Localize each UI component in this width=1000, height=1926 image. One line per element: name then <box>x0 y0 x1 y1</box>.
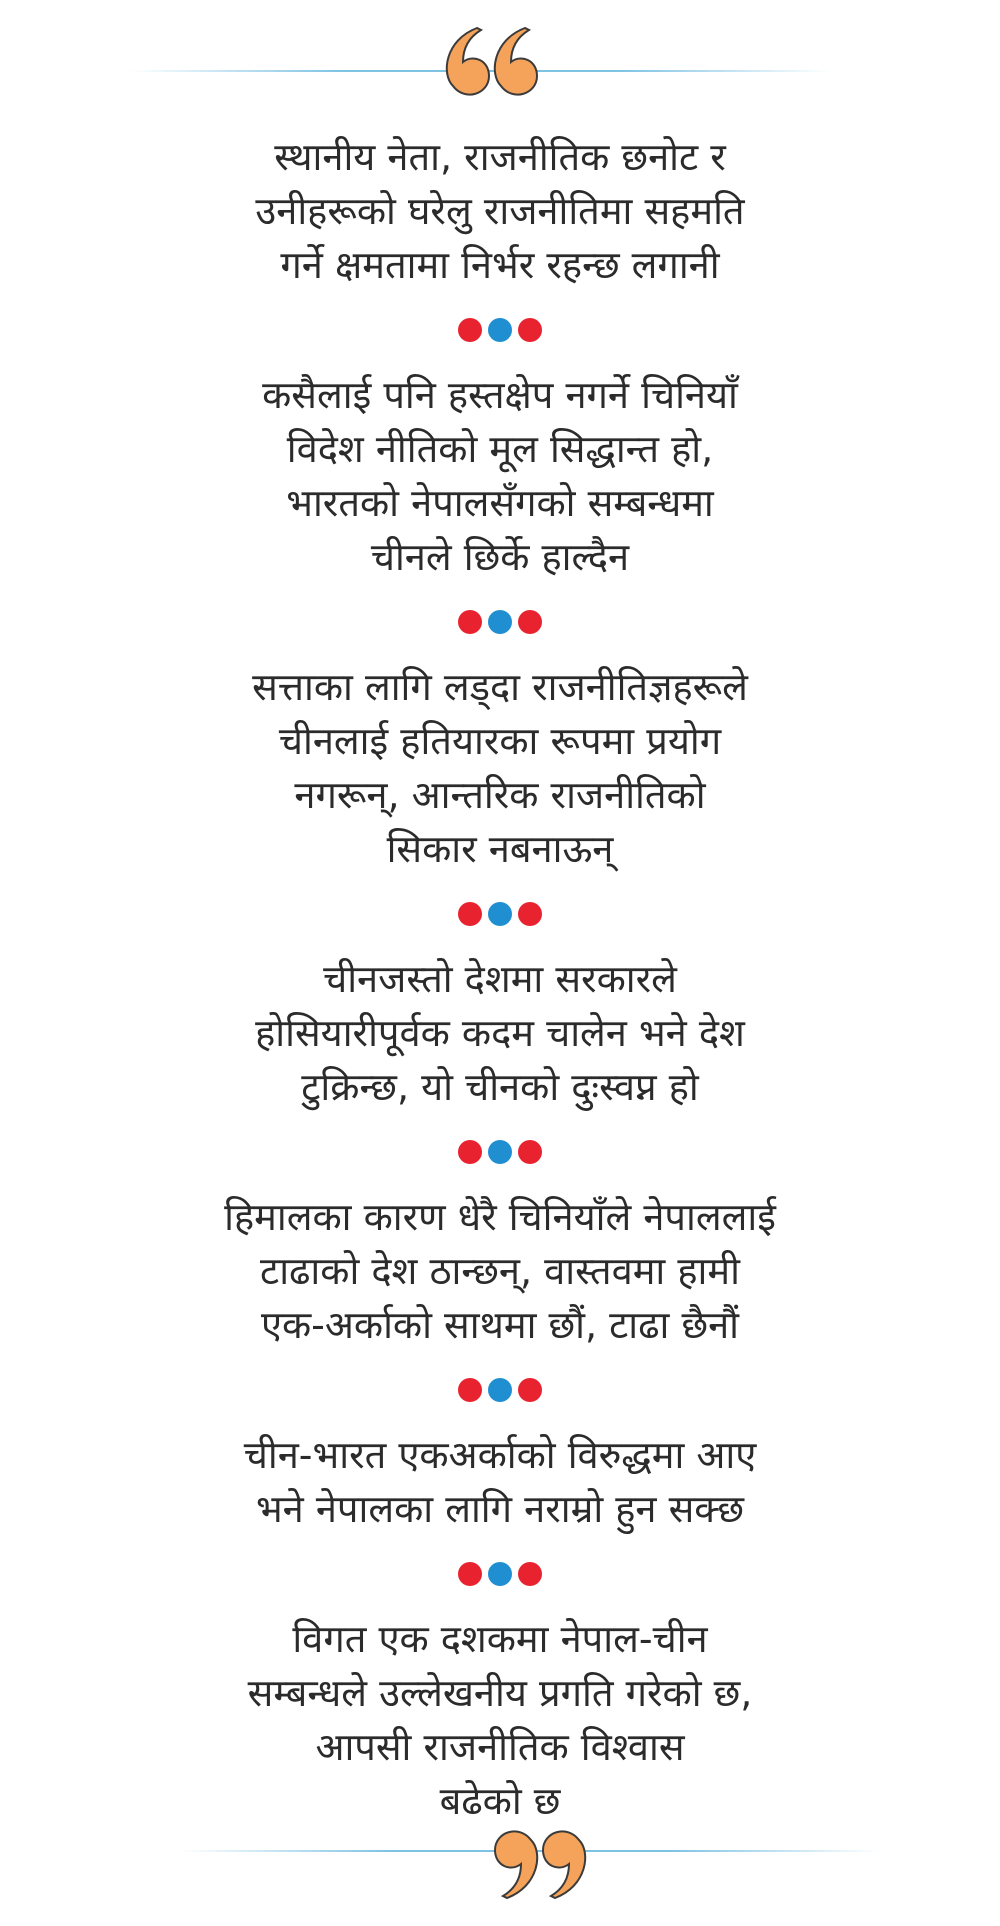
closing-quote-left-comma <box>495 1831 537 1898</box>
three-dots-separator-icon <box>0 1536 1000 1612</box>
closing-quote-right-comma <box>543 1831 585 1898</box>
quote-line: भने नेपालका लागि नराम्रो हुन सक्छ <box>255 1487 745 1531</box>
quote-line: विगत एक दशकमा नेपाल-चीन <box>292 1617 708 1661</box>
blue-dot-icon <box>488 902 512 926</box>
quote-line: विदेश नीतिको मूल सिद्धान्त हो, <box>286 427 714 471</box>
quote-line: हिमालका कारण धेरै चिनियाँले नेपाललाई <box>224 1195 776 1239</box>
red-dot-icon <box>518 318 542 342</box>
quote-block <box>0 660 1000 876</box>
red-dot-icon <box>458 318 482 342</box>
three-dots-separator-icon <box>0 876 1000 952</box>
red-dot-icon <box>458 1140 482 1164</box>
quote-block <box>0 368 1000 584</box>
quote-line: एक-अर्काको साथमा छौं, टाढा छैनौं <box>260 1303 740 1347</box>
quote-line: गर्ने क्षमतामा निर्भर रहन्छ लगानी <box>280 243 720 287</box>
red-dot-icon <box>518 1140 542 1164</box>
quote-block <box>0 1190 1000 1352</box>
quote-line: भारतको नेपालसँगको सम्बन्धमा <box>286 481 714 525</box>
three-dots-separator-icon <box>0 584 1000 660</box>
red-dot-icon <box>518 1378 542 1402</box>
red-dot-icon <box>518 1562 542 1586</box>
quote-line: स्थानीय नेता, राजनीतिक छनोट र <box>274 135 726 179</box>
opening-quote-left-comma <box>447 28 489 95</box>
quote-line: टाढाको देश ठान्छन्, वास्तवमा हामी <box>260 1249 740 1293</box>
blue-dot-icon <box>488 1378 512 1402</box>
blue-dot-icon <box>488 610 512 634</box>
three-dots-separator-icon <box>0 1114 1000 1190</box>
opening-quote-icon <box>435 8 545 118</box>
blue-dot-icon <box>488 1140 512 1164</box>
red-dot-icon <box>518 610 542 634</box>
quote-line: सत्ताका लागि लड्दा राजनीतिज्ञहरूले <box>252 665 748 709</box>
red-dot-icon <box>518 902 542 926</box>
quote-block <box>0 1612 1000 1828</box>
quote-line: चीन-भारत एकअर्काको विरुद्धमा आए <box>243 1433 757 1477</box>
red-dot-icon <box>458 1378 482 1402</box>
blue-dot-icon <box>488 1562 512 1586</box>
quote-line: सिकार नबनाऊन् <box>386 827 614 871</box>
quote-line: होसियारीपूर्वक कदम चालेन भने देश <box>255 1011 745 1055</box>
opening-quote-right-comma <box>495 28 537 95</box>
three-dots-separator-icon <box>0 292 1000 368</box>
quote-block <box>0 1428 1000 1536</box>
quote-line: उनीहरूको घरेलु राजनीतिमा सहमति <box>255 189 745 233</box>
quote-line: आपसी राजनीतिक विश्वास <box>315 1725 685 1769</box>
quote-line: चीनलाई हतियारका रूपमा प्रयोग <box>278 719 722 763</box>
red-dot-icon <box>458 610 482 634</box>
quote-line: कसैलाई पनि हस्तक्षेप नगर्ने चिनियाँ <box>262 373 738 417</box>
quote-line: टुक्रिन्छ, यो चीनको दुःस्वप्न हो <box>301 1065 699 1109</box>
red-dot-icon <box>458 1562 482 1586</box>
quote-line: चीनले छिर्के हाल्दैन <box>370 535 630 579</box>
quotes-list <box>0 130 1000 1828</box>
red-dot-icon <box>458 902 482 926</box>
closing-quote-icon <box>485 1810 595 1920</box>
quote-block <box>0 952 1000 1114</box>
quote-block <box>0 130 1000 292</box>
blue-dot-icon <box>488 318 512 342</box>
quote-line: चीनजस्तो देशमा सरकारले <box>323 957 677 1001</box>
quote-line: नगरून्, आन्तरिक राजनीतिको <box>294 773 706 817</box>
quote-line: सम्बन्धले उल्लेखनीय प्रगति गरेको छ, <box>247 1671 753 1715</box>
three-dots-separator-icon <box>0 1352 1000 1428</box>
quote-line: बढेको छ <box>439 1779 561 1823</box>
